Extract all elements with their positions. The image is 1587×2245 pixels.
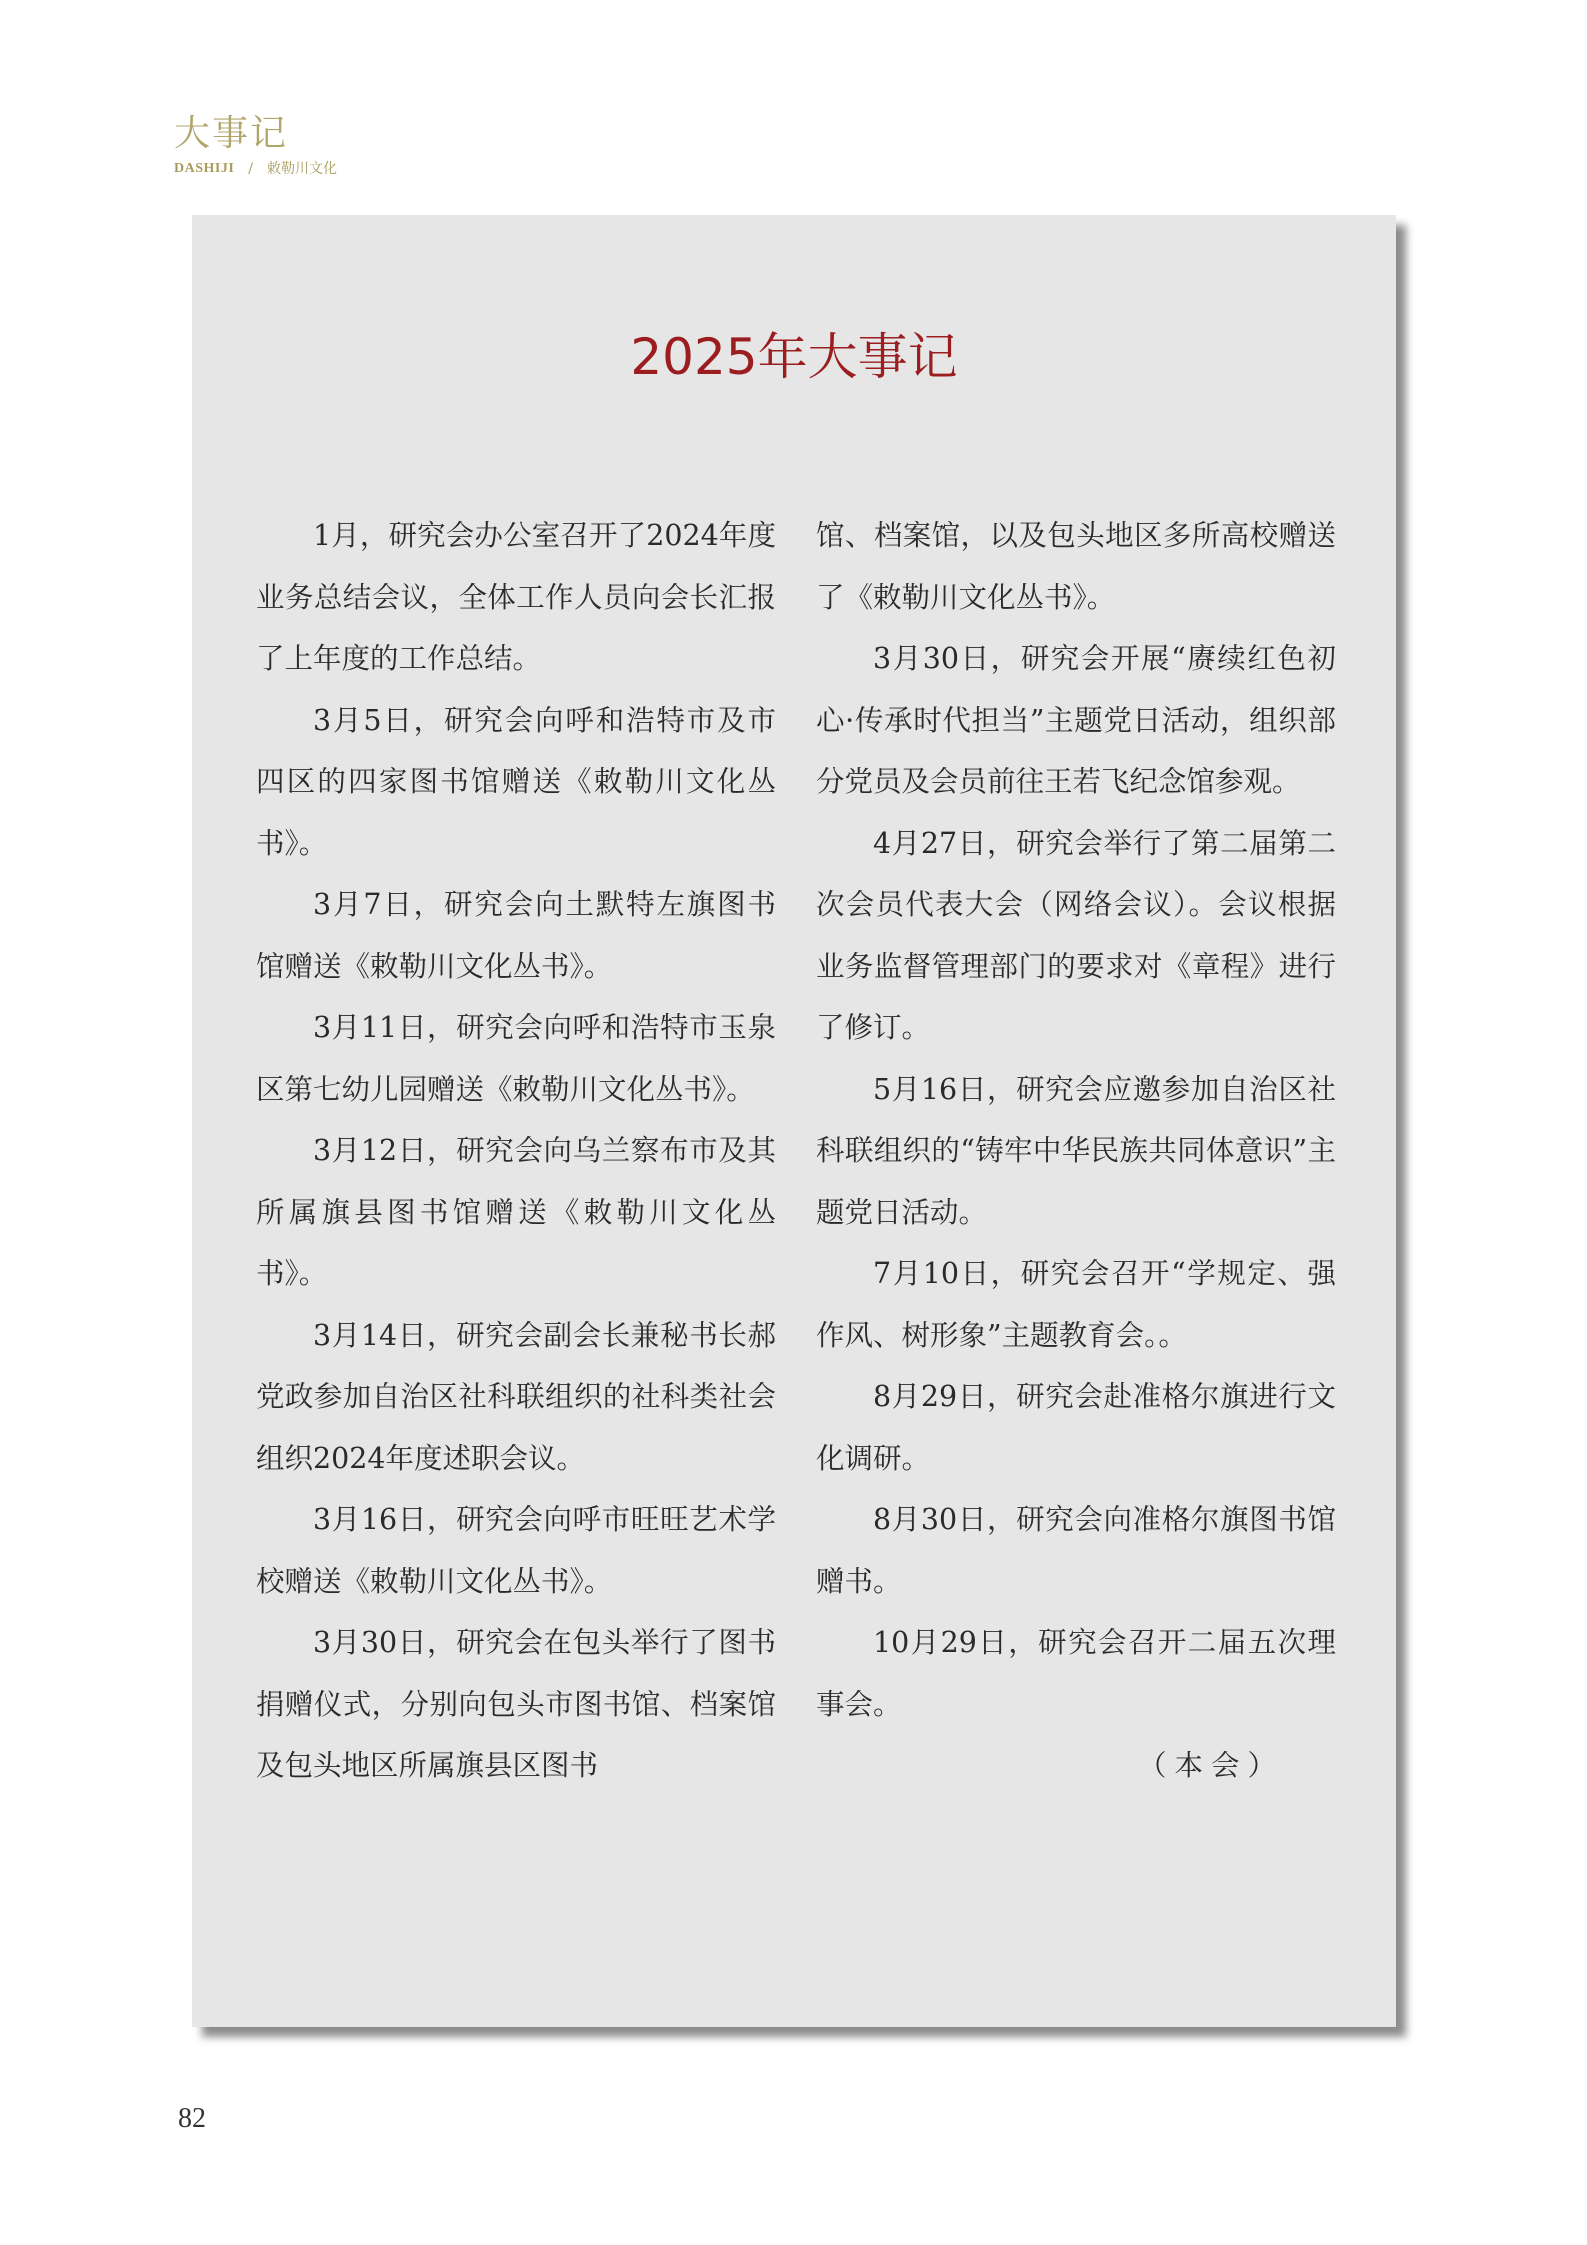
paragraph: 5月16日，研究会应邀参加自治区社科联组织的“铸牢中华民族共同体意识”主题党日活动。 xyxy=(816,1072,1336,1229)
paragraph: 3月16日，研究会向呼市旺旺艺术学校赠送《敕勒川文化丛书》。 xyxy=(256,1503,776,1598)
paragraph: 3月5日，研究会向呼和浩特市及市四区的四家图书馆赠送《敕勒川文化丛书》。 xyxy=(256,703,776,860)
paragraph: 3月12日，研究会向乌兰察布市及其所属旗县图书馆赠送《敕勒川文化丛书》。 xyxy=(256,1134,776,1290)
paragraph: 3月7日，研究会向土默特左旗图书馆赠送《敕勒川文化丛书》。 xyxy=(256,888,776,983)
author-signature: （本会） xyxy=(1137,1749,1284,1782)
paragraph: 1月，研究会办公室召开了2024年度业务总结会议，全体工作人员向会长汇报了上年度的工作总结。 xyxy=(256,519,776,675)
paragraph-continuation: 馆、档案馆，以及包头地区多所高校赠送了《敕勒川文化丛书》。 xyxy=(816,519,1336,614)
section-subtitle xyxy=(174,160,337,178)
section-title: 大事记 xyxy=(174,113,289,154)
running-header xyxy=(174,112,337,178)
section-subtitle-cn: 敕勒川文化 xyxy=(267,161,338,177)
section-subtitle-en: DASHIJI xyxy=(174,161,235,176)
right-column xyxy=(816,505,1336,1797)
paragraph: 8月30日，研究会向准格尔旗图书馆赠书。 xyxy=(816,1503,1336,1598)
article-title: 2025年大事记 xyxy=(630,328,958,386)
article-card xyxy=(192,215,1396,2027)
paragraph: 10月29日，研究会召开二届五次理事会。 xyxy=(816,1626,1336,1721)
left-column xyxy=(256,505,776,1797)
paragraph: 4月27日，研究会举行了第二届第二次会员代表大会（网络会议）。会议根据业务监督管理部门的要求对《章程》进行了修订。 xyxy=(816,826,1336,1044)
subtitle-separator: / xyxy=(248,161,254,177)
paragraph: 3月11日，研究会向呼和浩特市玉泉区第七幼儿园赠送《敕勒川文化丛书》。 xyxy=(256,1011,776,1106)
paragraph: 3月30日，研究会开展“赓续红色初心·传承时代担当”主题党日活动，组织部分党员及会员前往王若飞纪念馆参观。 xyxy=(816,642,1336,798)
page-number: 82 xyxy=(178,2103,206,2134)
paragraph: 3月14日，研究会副会长兼秘书长郝党政参加自治区社科联组织的社科类社会组织2024年度述职会议。 xyxy=(256,1318,776,1475)
paragraph: 7月10日，研究会召开“学规定、强作风、树形象”主题教育会。。 xyxy=(816,1257,1336,1352)
paragraph: 3月30日，研究会在包头举行了图书捐赠仪式，分别向包头市图书馆、档案馆及包头地区所属旗县区图书 xyxy=(256,1626,776,1782)
paragraph: 8月29日，研究会赴准格尔旗进行文化调研。 xyxy=(816,1380,1336,1475)
